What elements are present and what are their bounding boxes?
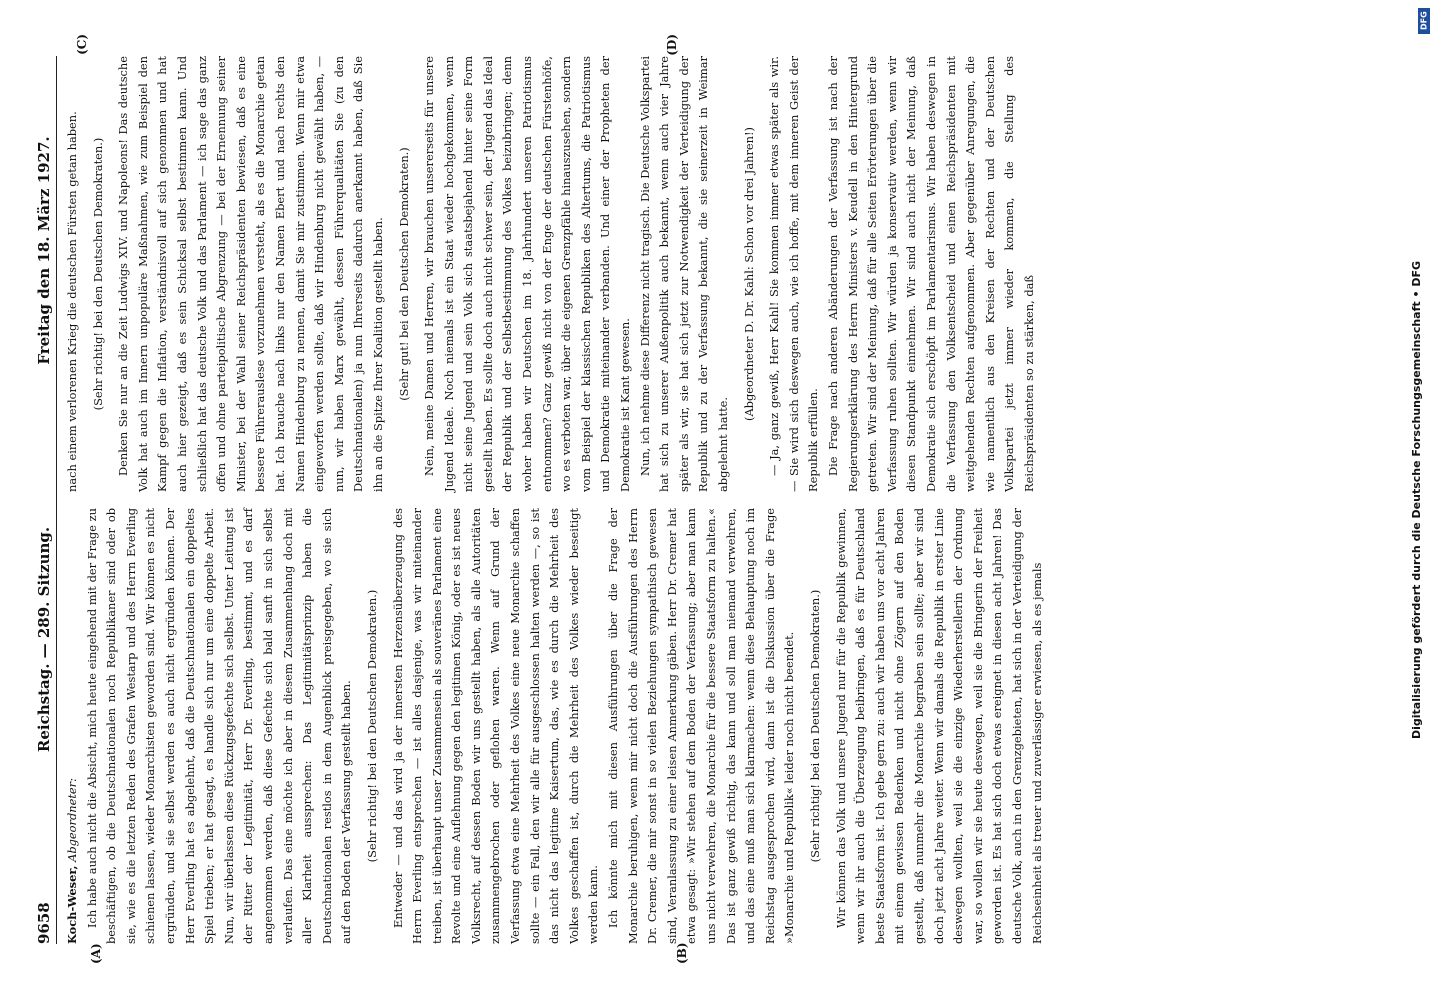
paragraph: Nein, meine Damen und Herren, wir brauchen unsererseits für unsere Jugend Ideale. Noch niemals ist ein Staat wieder hochgekommen, wenn nicht seine Jugend und sein Volk sich staatsbejahend hinter seine Form gestellt haben. Es sollte doch auch nicht schwer sein, der Jugend das Ideal der Republik und der Selbstbestimmung des Volkes beizubringen; denn woher haben wir Deutschen im 18. Jahrhundert unseren Patriotismus entnommen? Ganz gewiß nicht von der Enge der deutschen Fürstenhöfe, wo es verboten war, über die eigenen Grenzpfähle hinauszusehen, sondern vom Beispiel der klassischen Republiken des Altertums, die Patriotismus und Demokratie miteinander verbanden. Und einer der Propheten der Demokratie ist Kant gewesen. bbox=[422, 56, 633, 492]
text-columns bbox=[63, 34, 1393, 964]
interjection: (Abgeordneter D. Dr. Kahl: Schon vor drei Jahren!) bbox=[741, 127, 756, 421]
margin-marker-c: (C) bbox=[75, 34, 89, 55]
interjection: (Sehr richtig! bei den Deutschen Demokraten.) bbox=[90, 137, 105, 411]
interjection: (Sehr richtig! bei den Deutschen Demokraten.) bbox=[364, 589, 379, 863]
digitization-note: Digitalisierung gefördert durch die Deutsche Forschungsgemeinschaft • DFG bbox=[1410, 260, 1423, 740]
paragraph: Die Frage nach anderen Abänderungen der Verfassung ist nach der Regierungserklärung des Herrn Ministers v. Keudell in den Hintergrund getreten. Wir sind der Meinung, daß für alle Seiten Erörterungen über die Verfassung ruhen sollten. Wir würden ja konservativ werden, wenn wir diesen Standpunkt einnehmen. Wir sind auch nicht der Meinung, daß Demokratie sich erschöpft im Parlamentarismus. Wir haben deswegen in die Verfassung den Volksentscheid und einen Reichspräsidenten mit weitgehenden Rechten aufgenommen. Aber gegenüber Anregungen, die wie namentlich aus den Kreisen der Rechten und der Deutschen Volkspartei jetzt immer wieder kommen, die Stellung des Reichspräsidenten so zu stärken, daß bbox=[825, 56, 1036, 492]
paragraph: Ich habe auch nicht die Absicht, mich heute eingehend mit der Frage zu beschäftigen, ob die Deutschnationalen noch Republikaner sind oder ob sie, wie es die letzten Reden des Grafen Westarp und des Herrn Everling schienen lassen, wieder Monarchisten geworden sind. Wir können es nicht ergründen, und sie selbst werden es auch nicht ergründen können. Der Herr Everling hat es abgelehnt, daß die Deutschnationalen ein doppeltes Spiel trieben; er hat gesagt, es handle sich nur um eine doppelte Arbeit. Nun, wir überlassen diese Rückzugsgefechte sich selbst. Unter Leitung ist der Ritter der Legitimität, Herr Dr. Everling, bestimmt, und es darf angenommen werden, daß diese Gefechte sich bald sanft in sich selbst verlaufen. Das eine möchte ich aber in diesem Zusammenhang doch mit aller Klarheit aussprechen: Das Legitimitätsprinzip haben die Deutschnationalen restlos in dem Augenblick preisgegeben, wo sie sich auf den Boden der Verfassung gestellt haben. bbox=[84, 508, 354, 944]
speaker-name: Koch-Weser, bbox=[65, 865, 79, 944]
paragraph: nach einem verlorenen Krieg die deutschen Fürsten getan haben. bbox=[65, 111, 79, 492]
rotated-page bbox=[15, 30, 1415, 970]
paragraph: Denken Sie nur an die Zeit Ludwigs XIV. und Napoleons! Das deutsche Volk hat auch im Innern unpopuläre Maßnahmen, wie zum Beispiel den Kampf gegen die Inflation, verständnisvoll auf sich genommen und hat auch hier gezeigt, daß es sein Schicksal selbst bestimmen kann. Und schließlich hat das deutsche Volk und das Parlament — ich sage das ganz offen und ohne parteipolitische Abgrenzung — bei der Ernennung seiner Minister, bei der Wahl seiner Reichspräsidenten bewiesen, daß es eine bessere Führerauslese vorzunehmen versteht, als es die Monarchie getan hat. Ich brauche nach links nur den Namen Ebert und nach rechts den Namen Hindenburg zu nennen, damit Sie mir zustimmen. Wenn mir etwa eingeworfen werden sollte, daß wir Hindenburg nicht gewählt haben, — nun, wir haben Marx gewählt, dessen Führerqualitäten Sie (zu den Deutschnationalen) ja nun Ihrerseits dadurch anerkannt haben, daß Sie ihn an die Spitze Ihrer Koalition gestellt haben. bbox=[116, 56, 385, 492]
left-running-title: Reichstag. — 289. Sitzung. bbox=[35, 526, 53, 753]
interjection: (Sehr gut! bei den Deutschen Demokraten.) bbox=[396, 147, 411, 401]
margin-marker-b: (B) bbox=[675, 942, 689, 964]
interjection: (Sehr richtig! bei den Deutschen Demokraten.) bbox=[807, 589, 822, 863]
paragraph: — Ja, ganz gewiß, Herr Kahl! Sie kommen immer etwas später als wir. — Sie wird sich deswegen auch, wie ich hoffe, mit dem inneren Geist der Republik erfüllen. bbox=[767, 56, 821, 492]
dfg-logo: DFG bbox=[1418, 8, 1430, 34]
speaker-role: Abgeordneter: bbox=[65, 778, 79, 862]
paragraph: Entweder — und das wird ja der innersten Herzensüberzeugung des Herrn Everling entsprechen — ist alles dasjenige, was wir miteinander treiben, ist überhaupt unser Zusammensein als souveränes Parlament eine Revolte und eine Auflehnung gegen den legitimen König, oder es ist neues Volksrecht, auf dessen Boden wir uns gestellt haben, als alle Autoritäten zusammengebrochen oder geflohen waren. Wenn auf Grund der Verfassung etwa eine Mehrheit des Volkes eine neue Monarchie schaffen sollte — ein Fall, den wir alle für ausgeschlossen halten werden —, so ist das nicht das legitime Kaisertum, das, wie es durch die Mehrheit des Volkes geschaffen ist, durch die Mehrheit des Volkes wieder beseitigt werden kann. bbox=[390, 508, 601, 944]
margin-marker-a: (A) bbox=[89, 943, 103, 964]
page-number: 9658 bbox=[35, 902, 53, 944]
paragraph: Wir können das Volk und unsere Jugend nur für die Republik gewinnen, wenn wir ihr auch die Überzeugung beibringen, daß es für Deutschland beste Staatsform ist. Ich gebe gern zu: auch wir haben uns vor acht Jahren mit einem gewissen Bedenken und nicht ohne Zögern auf den Boden gestellt, daß nunmehr die Monarchie begraben sein sollte; aber wir sind doch jetzt acht Jahre weiter. Wenn wir damals die Republik in erster Linie deswegen wollten, weil sie die einzige Wiederherstellerin der Ordnung war, so wollen wir sie heute deswegen, weil sie die Bringerin der Freiheit geworden ist. Es hat sich doch etwas ereignet in diesen acht Jahren! Das deutsche Volk, auch in den Grenzgebieten, hat sich in der Verteidigung der Reichseinheit als treuer und zuverlässiger erwiesen, als es jemals bbox=[833, 508, 1044, 944]
speaker-line bbox=[63, 508, 83, 944]
paragraph: Ich könnte mich mit diesen Ausführungen über die Frage der Monarchie beruhigen, wenn mir nicht doch die Ausführungen des Herrn Dr. Cremer, die mir sonst in so vielen Beziehungen sympathisch gewesen sind, Veranlassung zu einer leisen Anmerkung gäben. Herr Dr. Cremer hat etwa gesagt: »Wir stehen auf dem Boden der Verfassung; aber man kann uns nicht verwehren, die Monarchie für die bessere Staatsform zu halten.« Das ist ganz gewiß richtig, das kann und soll man niemand verwehren, und das eine muß man sich klarmachen: wenn diese Behauptung noch im Reichstag ausgesprochen wird, dann ist die Diskussion über die Frage »Monarchie und Republik« leider noch nicht beendet. bbox=[606, 508, 797, 944]
paragraph: Nun, ich nehme diese Differenz nicht tragisch. Die Deutsche Volkspartei hat sich zu unserer Außenpolitik auch bekannt, wenn auch vier Jahre später als wir, sie hat sich jetzt zur Notwendigkeit der Verteidigung der Republik und zu der Verfassung bekannt, die sie seinerzeit in Weimar abgelehnt hatte. bbox=[637, 56, 730, 492]
right-running-title: Freitag den 18. März 1927. bbox=[35, 136, 53, 365]
left-column bbox=[63, 508, 1393, 964]
margin-marker-d: (D) bbox=[665, 34, 679, 56]
right-column bbox=[63, 34, 1393, 492]
page-header bbox=[35, 56, 57, 944]
